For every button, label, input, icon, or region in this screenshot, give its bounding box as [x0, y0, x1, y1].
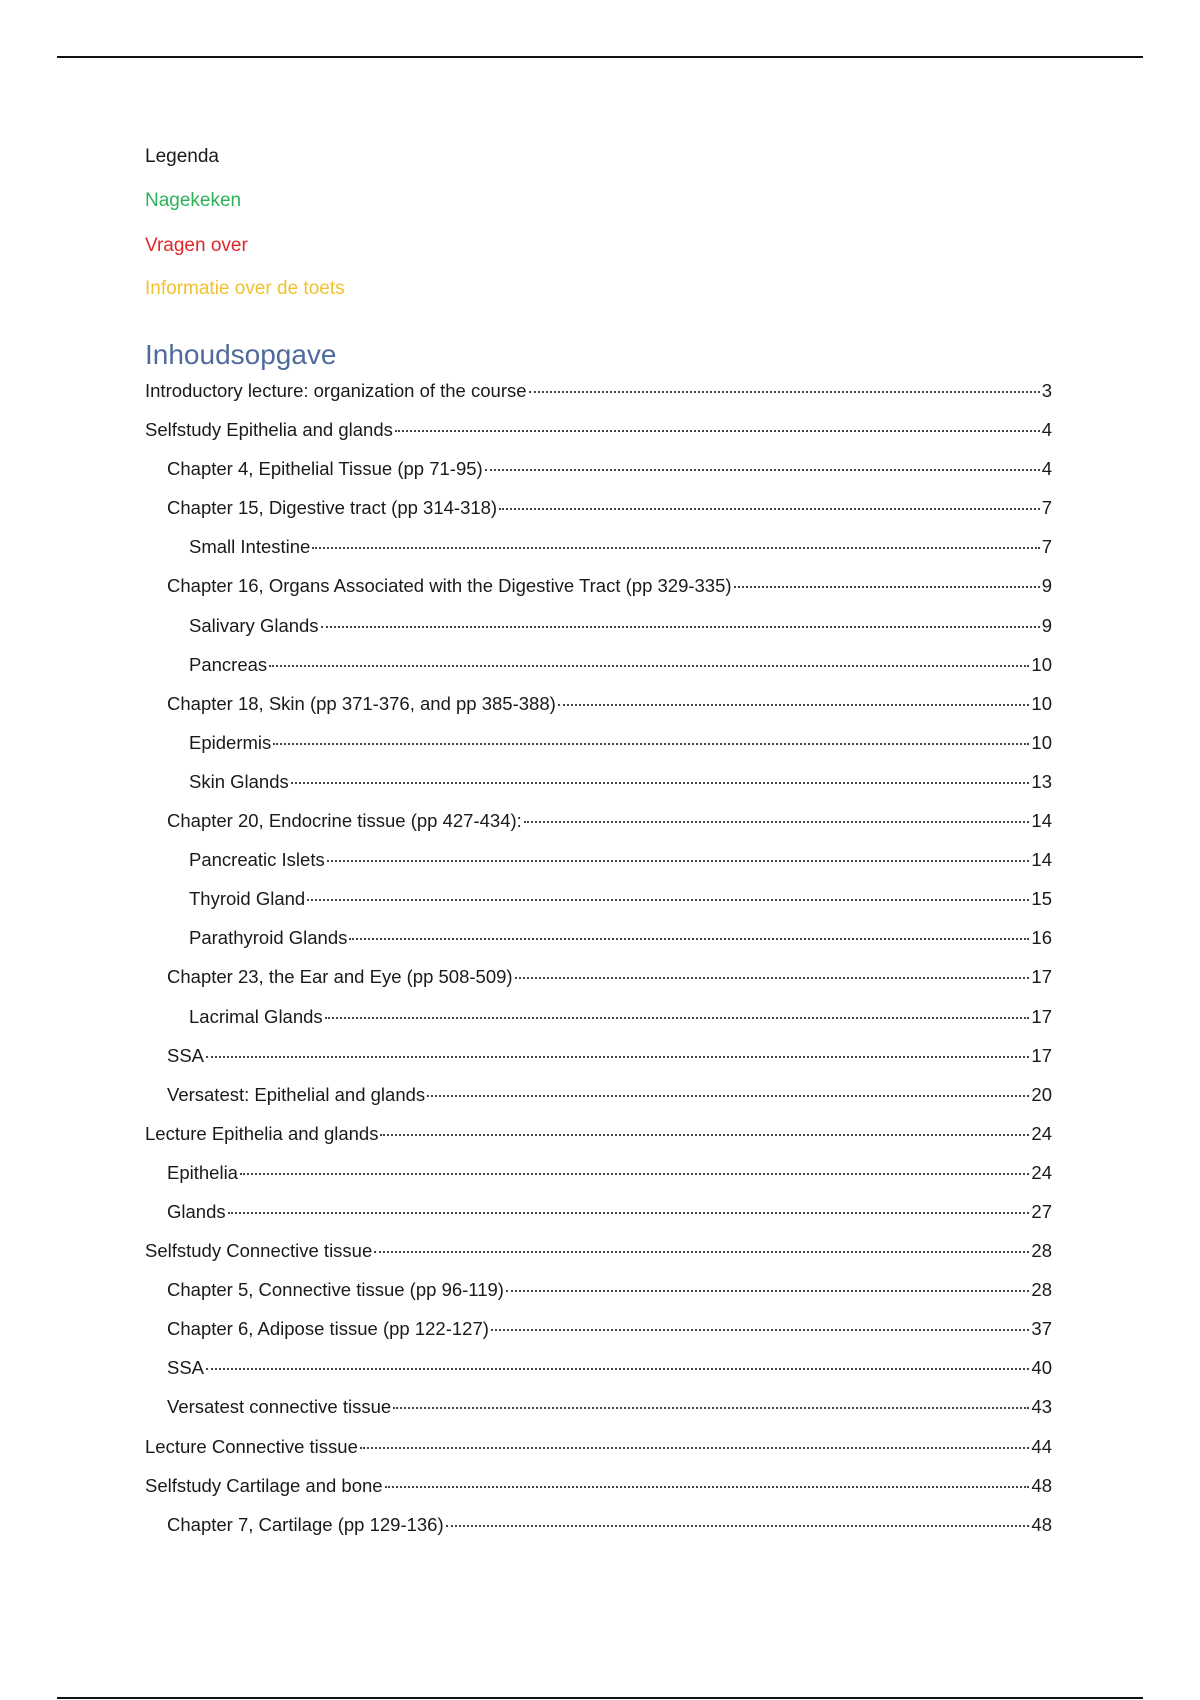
toc-entry[interactable]	[145, 888, 1052, 927]
toc-leader-dots	[558, 704, 1030, 706]
toc-entry[interactable]	[145, 1201, 1052, 1240]
toc-entry-page: 48	[1031, 1474, 1052, 1496]
toc-entry-label: Versatest connective tissue	[167, 1396, 392, 1418]
toc-entry-page: 28	[1031, 1240, 1052, 1262]
toc-entry[interactable]	[145, 1240, 1052, 1279]
toc-leader-dots	[307, 899, 1029, 901]
toc-entry-label: SSA	[167, 1044, 205, 1066]
toc-leader-dots	[312, 547, 1039, 549]
toc-entry-page: 44	[1031, 1435, 1052, 1457]
toc-entry-label: Selfstudy Connective tissue	[145, 1240, 373, 1262]
toc-leader-dots	[734, 586, 1040, 588]
toc-entry-label: Pancreas	[189, 653, 268, 675]
toc-entry-page: 14	[1031, 810, 1052, 832]
toc-leader-dots	[206, 1056, 1029, 1058]
toc-leader-dots	[273, 743, 1029, 745]
toc-entry-page: 10	[1031, 653, 1052, 675]
toc-entry[interactable]	[145, 1318, 1052, 1357]
toc-entry-label: Pancreatic Islets	[189, 849, 325, 871]
toc-entry[interactable]	[145, 1279, 1052, 1318]
toc-entry[interactable]	[145, 771, 1052, 810]
toc-entry[interactable]	[145, 1514, 1052, 1553]
toc-entry[interactable]	[145, 1123, 1052, 1162]
toc-entry-page: 27	[1031, 1200, 1052, 1222]
toc-leader-dots	[393, 1407, 1029, 1409]
toc-entry[interactable]	[145, 810, 1052, 849]
toc-leader-dots	[291, 782, 1030, 784]
toc-entry-page: 17	[1031, 966, 1052, 988]
toc-entry[interactable]	[145, 849, 1052, 888]
toc-entry-page: 16	[1031, 927, 1052, 949]
toc-entry[interactable]	[145, 380, 1052, 419]
toc-entry[interactable]	[145, 419, 1052, 458]
toc-entry-label: Lecture Epithelia and glands	[145, 1122, 379, 1144]
toc-entry[interactable]	[145, 458, 1052, 497]
toc-entry-label: Epidermis	[189, 731, 272, 753]
toc-leader-dots	[499, 508, 1040, 510]
toc-entry-label: Chapter 20, Endocrine tissue (pp 427-434):	[167, 810, 522, 832]
toc-entry-page: 24	[1031, 1161, 1052, 1183]
toc-leader-dots	[240, 1173, 1029, 1175]
toc-entry-page: 28	[1031, 1279, 1052, 1301]
toc-leader-dots	[327, 860, 1030, 862]
toc-entry-label: Chapter 16, Organs Associated with the Digestive Tract (pp 329-335)	[167, 575, 732, 597]
toc-leader-dots	[349, 938, 1029, 940]
toc-entry[interactable]	[145, 1475, 1052, 1514]
table-of-contents	[145, 380, 1052, 1553]
toc-leader-dots	[446, 1525, 1030, 1527]
toc-entry[interactable]	[145, 693, 1052, 732]
toc-entry-label: Selfstudy Epithelia and glands	[145, 419, 393, 441]
toc-leader-dots	[269, 665, 1029, 667]
toc-entry-label: SSA	[167, 1357, 205, 1379]
toc-entry-label: Chapter 7, Cartilage (pp 129-136)	[167, 1513, 444, 1535]
legend-test-info: Informatie over de toets	[145, 278, 345, 299]
toc-entry-label: Salivary Glands	[189, 614, 319, 636]
legend-title: Legenda	[145, 146, 219, 167]
toc-entry-page: 10	[1031, 731, 1052, 753]
toc-leader-dots	[524, 821, 1030, 823]
toc-entry-label: Chapter 5, Connective tissue (pp 96-119)	[167, 1279, 504, 1301]
toc-entry-page: 13	[1031, 770, 1052, 792]
toc-entry-label: Lacrimal Glands	[189, 1005, 323, 1027]
toc-entry-page: 14	[1031, 849, 1052, 871]
toc-entry-label: Parathyroid Glands	[189, 927, 348, 949]
toc-entry[interactable]	[145, 1045, 1052, 1084]
toc-leader-dots	[385, 1486, 1030, 1488]
toc-entry-page: 24	[1031, 1122, 1052, 1144]
toc-entry-label: Chapter 23, the Ear and Eye (pp 508-509)	[167, 966, 513, 988]
toc-entry-page: 15	[1031, 888, 1052, 910]
toc-entry-page: 10	[1031, 692, 1052, 714]
toc-entry-label: Skin Glands	[189, 770, 289, 792]
toc-leader-dots	[506, 1290, 1029, 1292]
toc-entry[interactable]	[145, 732, 1052, 771]
toc-entry-label: Small Intestine	[189, 536, 311, 558]
toc-entry-page: 4	[1041, 458, 1052, 480]
toc-entry-label: Introductory lecture: organization of the course	[145, 380, 527, 401]
toc-entry-page: 9	[1041, 575, 1052, 597]
toc-leader-dots	[360, 1447, 1030, 1449]
toc-leader-dots	[515, 977, 1030, 979]
toc-leader-dots	[321, 626, 1040, 628]
toc-entry-page: 17	[1031, 1044, 1052, 1066]
toc-entry-page: 9	[1041, 614, 1052, 636]
toc-entry[interactable]	[145, 1396, 1052, 1435]
toc-leader-dots	[427, 1095, 1029, 1097]
toc-leader-dots	[380, 1134, 1029, 1136]
legend-questions: Vragen over	[145, 235, 248, 256]
toc-entry[interactable]	[145, 536, 1052, 575]
toc-entry-label: Glands	[167, 1200, 226, 1222]
toc-entry[interactable]	[145, 1357, 1052, 1396]
toc-leader-dots	[395, 430, 1040, 432]
toc-entry-page: 40	[1031, 1357, 1052, 1379]
toc-entry-label: Thyroid Gland	[189, 888, 306, 910]
toc-entry-label: Versatest: Epithelial and glands	[167, 1083, 426, 1105]
toc-entry[interactable]	[145, 615, 1052, 654]
toc-entry-label: Chapter 6, Adipose tissue (pp 122-127)	[167, 1318, 489, 1340]
toc-entry-page: 17	[1031, 1005, 1052, 1027]
toc-leader-dots	[206, 1368, 1029, 1370]
toc-entry[interactable]	[145, 497, 1052, 536]
legend-checked: Nagekeken	[145, 190, 242, 211]
toc-entry-label: Lecture Connective tissue	[145, 1435, 358, 1457]
toc-leader-dots	[325, 1017, 1030, 1019]
toc-entry-page: 7	[1041, 497, 1052, 519]
toc-title: Inhoudsopgave	[145, 339, 337, 370]
header-rule	[57, 56, 1143, 58]
toc-leader-dots	[529, 391, 1040, 393]
legend	[145, 146, 345, 323]
toc-entry-page: 48	[1031, 1513, 1052, 1535]
toc-leader-dots	[491, 1329, 1030, 1331]
toc-entry-page: 43	[1031, 1396, 1052, 1418]
toc-entry[interactable]	[145, 1436, 1052, 1475]
toc-entry-label: Chapter 15, Digestive tract (pp 314-318)	[167, 497, 498, 519]
footer-rule	[57, 1697, 1143, 1699]
toc-entry[interactable]	[145, 1162, 1052, 1201]
toc-entry-page: 20	[1031, 1083, 1052, 1105]
toc-entry-label: Selfstudy Cartilage and bone	[145, 1474, 383, 1496]
toc-entry-page: 37	[1031, 1318, 1052, 1340]
toc-entry[interactable]	[145, 1006, 1052, 1045]
toc-entry-label: Chapter 4, Epithelial Tissue (pp 71-95)	[167, 458, 483, 480]
toc-leader-dots	[228, 1212, 1030, 1214]
toc-entry-page: 7	[1041, 536, 1052, 558]
toc-entry[interactable]	[145, 575, 1052, 614]
toc-leader-dots	[374, 1251, 1029, 1253]
toc-entry-label: Chapter 18, Skin (pp 371-376, and pp 385-388)	[167, 692, 556, 714]
toc-entry-label: Epithelia	[167, 1161, 238, 1183]
toc-entry-page: 3	[1041, 380, 1052, 401]
toc-entry[interactable]	[145, 927, 1052, 966]
toc-leader-dots	[485, 469, 1040, 471]
toc-entry[interactable]	[145, 654, 1052, 693]
toc-entry[interactable]	[145, 966, 1052, 1005]
toc-entry[interactable]	[145, 1084, 1052, 1123]
toc-entry-page: 4	[1041, 419, 1052, 441]
